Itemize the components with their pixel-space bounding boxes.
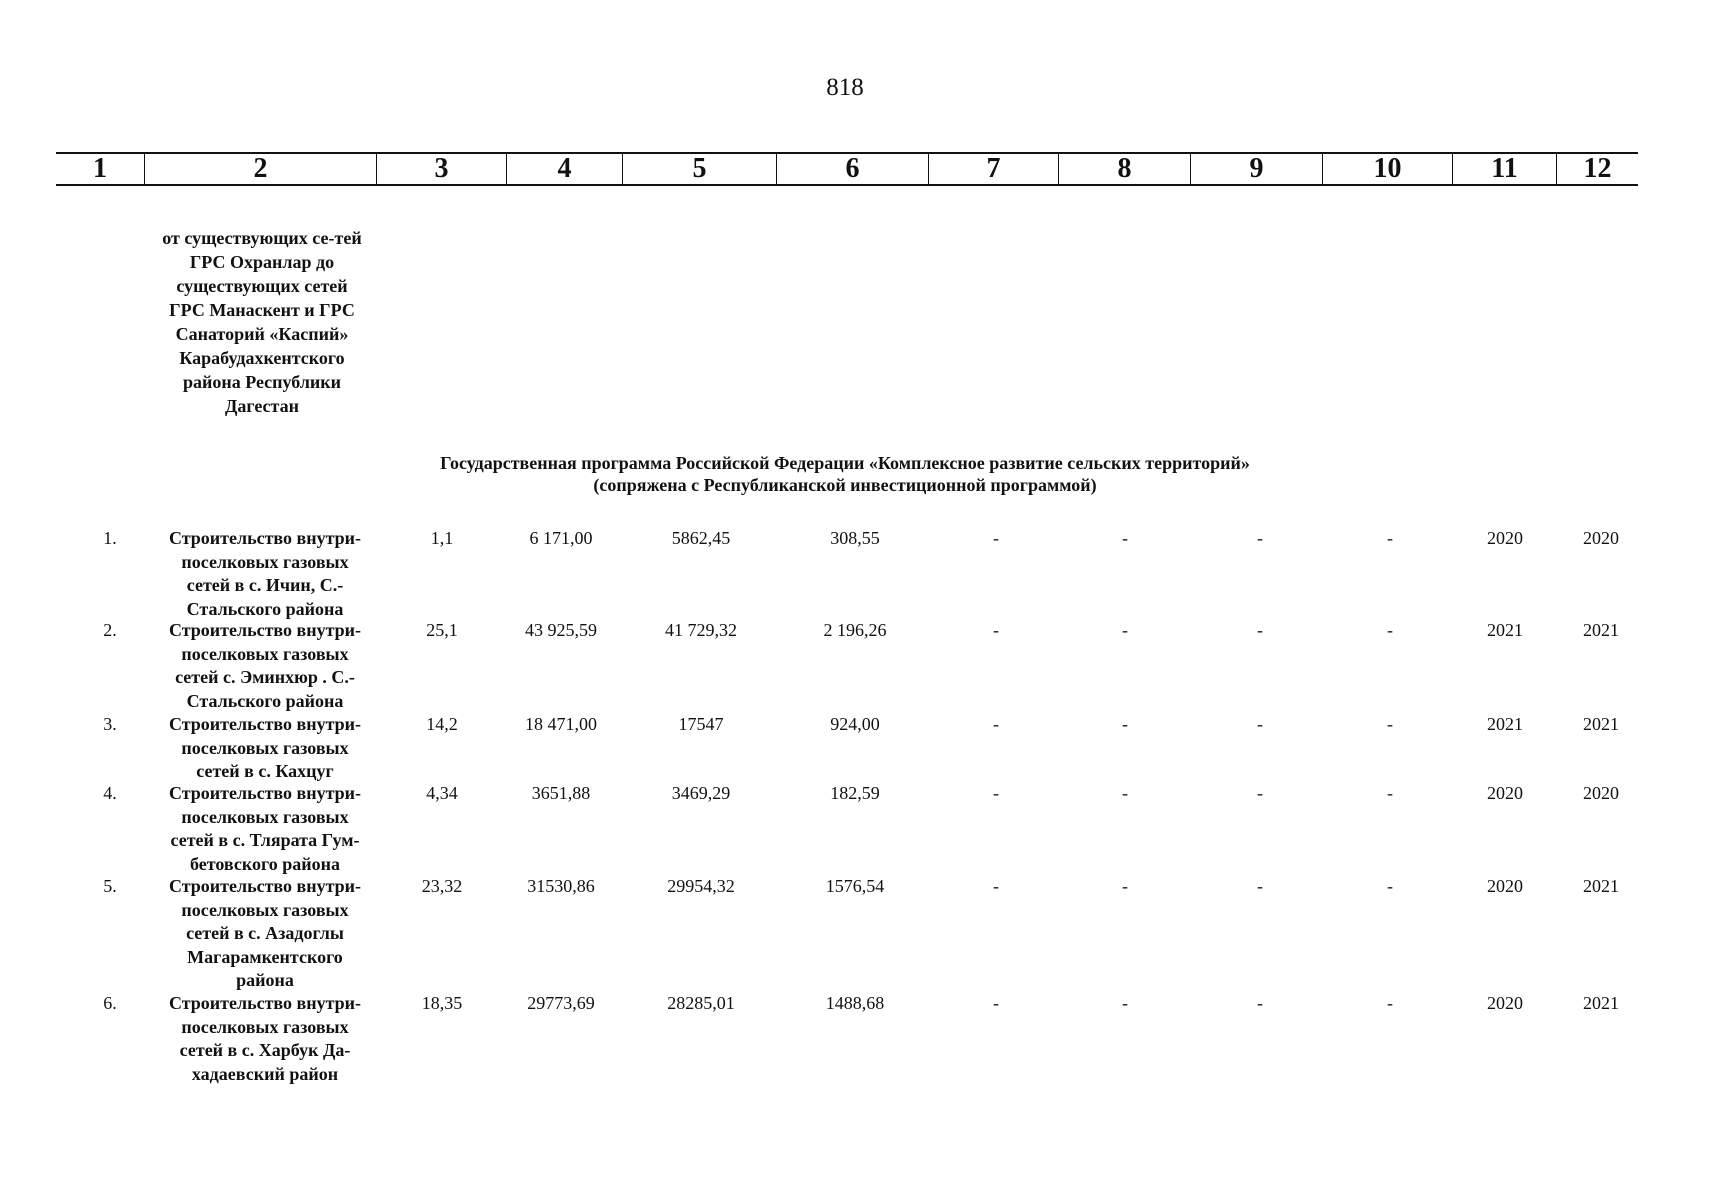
total-cost: 18 471,00 [525, 714, 597, 734]
federal-funds: 29954,32 [667, 876, 735, 896]
header-col-4: 4 [506, 152, 622, 184]
regional-funds: 1488,68 [825, 993, 885, 1013]
col-7-value: - [993, 714, 999, 734]
header-col-3: 3 [376, 152, 506, 184]
section-heading [340, 452, 1350, 496]
regional-funds: 924,00 [830, 714, 880, 734]
total-cost: 6 171,00 [529, 528, 593, 548]
col-10-value: - [1387, 993, 1393, 1013]
col-10-value: - [1387, 714, 1393, 734]
federal-funds: 41 729,32 [665, 620, 737, 640]
federal-funds: 5862,45 [671, 528, 731, 548]
col-7-value: - [993, 783, 999, 803]
header-col-9: 9 [1190, 152, 1322, 184]
row-number: 4. [103, 783, 117, 803]
start-year: 2020 [1487, 876, 1523, 896]
end-year: 2020 [1583, 783, 1619, 803]
start-year: 2020 [1487, 783, 1523, 803]
object-name: Строительство внутри-поселковых газовых сетей с. Эминхюр . С.-Стальского района [168, 620, 362, 711]
end-year: 2021 [1583, 993, 1619, 1013]
col-10-value: - [1387, 783, 1393, 803]
object-name: Строительство внутри-поселковых газовых сетей в с. Ичин, С.-Стальского района [168, 528, 362, 619]
total-cost: 31530,86 [527, 876, 595, 896]
section-heading-line-2: (сопряжена с Республиканской инвестиционной программой) [593, 475, 1097, 495]
col-9-value: - [1257, 783, 1263, 803]
col-8-value: - [1122, 620, 1128, 640]
col-8-value: - [1122, 993, 1128, 1013]
end-year: 2021 [1583, 876, 1619, 896]
col-7-value: - [993, 993, 999, 1013]
regional-funds: 182,59 [830, 783, 880, 803]
object-name: Строительство внутри-поселковых газовых сетей в с. Азадоглы Магарамкентского района [168, 876, 362, 990]
row-number: 1. [103, 528, 117, 548]
col-9-value: - [1257, 993, 1263, 1013]
col-8-value: - [1122, 876, 1128, 896]
regional-funds: 2 196,26 [823, 620, 887, 640]
length-value: 18,35 [421, 993, 463, 1013]
col-10-value: - [1387, 876, 1393, 896]
regional-funds: 1576,54 [825, 876, 885, 896]
row-number: 3. [103, 714, 117, 734]
col-7-value: - [993, 528, 999, 548]
header-col-7: 7 [928, 152, 1058, 184]
continued-object-name: от существующих се-тей ГРС Охранлар до существующих сетей ГРС Манаскент и ГРС Санаторий «Каспий» Карабудахкентского района Республики Дагестан [162, 228, 362, 416]
end-year: 2020 [1583, 528, 1619, 548]
end-year: 2021 [1583, 620, 1619, 640]
length-value: 14,2 [426, 714, 458, 734]
col-8-value: - [1122, 714, 1128, 734]
col-10-value: - [1387, 620, 1393, 640]
header-col-12: 12 [1556, 152, 1638, 184]
header-col-11: 11 [1452, 152, 1556, 184]
object-name: Строительство внутри-поселковых газовых сетей в с. Тлярата Гум-бетовского района [168, 783, 362, 874]
column-number-header [56, 150, 1638, 188]
col-10-value: - [1387, 528, 1393, 548]
start-year: 2021 [1487, 620, 1523, 640]
header-col-6: 6 [776, 152, 928, 184]
header-col-1: 1 [93, 153, 107, 184]
col-9-value: - [1257, 876, 1263, 896]
object-name: Строительство внутри-поселковых газовых сетей в с. Харбук Да-хадаевский район [168, 993, 362, 1084]
section-heading-line-1: Государственная программа Российской Федерации «Комплексное развитие сельских территорий» [440, 453, 1250, 473]
total-cost: 43 925,59 [525, 620, 597, 640]
col-9-value: - [1257, 620, 1263, 640]
col-7-value: - [993, 620, 999, 640]
length-value: 25,1 [426, 620, 458, 640]
row-number: 6. [103, 993, 117, 1013]
start-year: 2020 [1487, 528, 1523, 548]
col-9-value: - [1257, 714, 1263, 734]
total-cost: 3651,88 [531, 783, 591, 803]
start-year: 2021 [1487, 714, 1523, 734]
length-value: 1,1 [430, 528, 454, 548]
col-9-value: - [1257, 528, 1263, 548]
header-col-2: 2 [144, 152, 376, 184]
length-value: 23,32 [421, 876, 463, 896]
federal-funds: 3469,29 [671, 783, 731, 803]
regional-funds: 308,55 [830, 528, 880, 548]
end-year: 2021 [1583, 714, 1619, 734]
header-col-8: 8 [1058, 152, 1190, 184]
header-col-10: 10 [1322, 152, 1452, 184]
object-name: Строительство внутри-поселковых газовых сетей в с. Кахцуг [168, 714, 362, 781]
header-bottom-rule [56, 184, 1638, 186]
length-value: 4,34 [426, 783, 458, 803]
col-7-value: - [993, 876, 999, 896]
page-number: 818 [826, 74, 864, 101]
header-col-5: 5 [622, 152, 776, 184]
row-number: 5. [103, 876, 117, 896]
total-cost: 29773,69 [527, 993, 595, 1013]
col-8-value: - [1122, 783, 1128, 803]
federal-funds: 17547 [678, 714, 724, 734]
row-number: 2. [103, 620, 117, 640]
col-8-value: - [1122, 528, 1128, 548]
start-year: 2020 [1487, 993, 1523, 1013]
federal-funds: 28285,01 [667, 993, 735, 1013]
